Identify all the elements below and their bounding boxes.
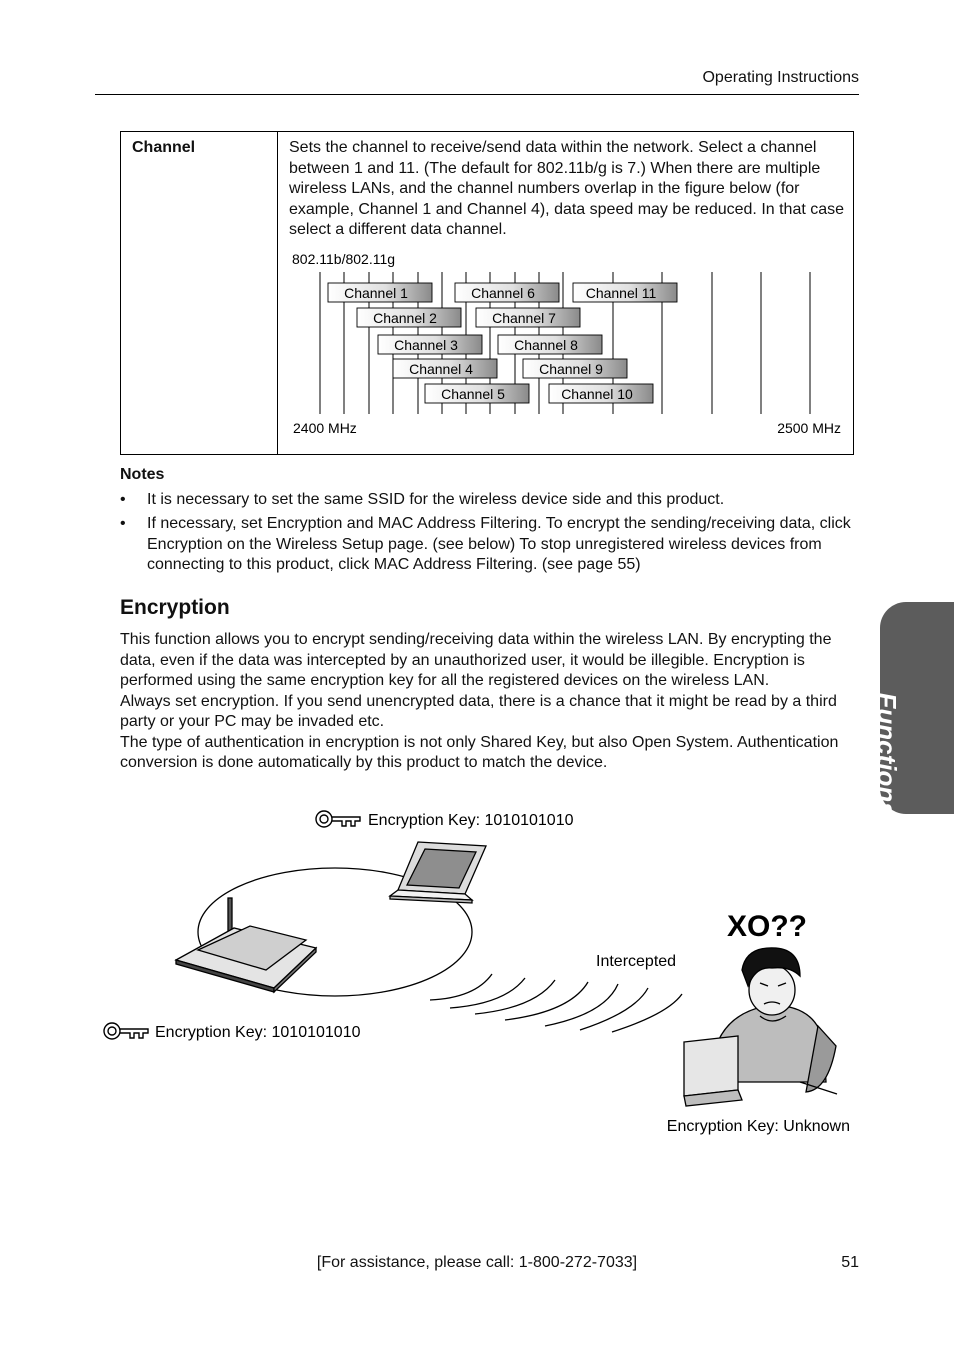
side-tab: [872, 602, 954, 817]
note-item: [120, 490, 854, 511]
key-laptop-label: Encryption Key: 1010101010: [368, 812, 574, 829]
confused-label: XO??: [727, 910, 807, 943]
diagram-max-label: 2500 MHz: [777, 420, 841, 436]
note-text: It is necessary to set the same SSID for the wireless device side and this product.: [147, 491, 725, 508]
channel-label: Channel 5: [441, 386, 505, 402]
encryption-figure: [100, 800, 860, 1140]
channel-boxes: [328, 283, 677, 403]
channel-label: Channel 10: [561, 386, 633, 402]
notes-title: Notes: [120, 466, 165, 483]
laptop-icon: [390, 842, 486, 903]
intercepted-label: Intercepted: [596, 953, 677, 970]
channel-label: Channel 7: [492, 310, 556, 326]
note-item: [120, 514, 854, 576]
paragraph: Always set encryption. If you send unencrypted data, there is a chance that it might be read by a third party or your PC may be invaded etc.: [120, 692, 837, 730]
channel-label: Channel 8: [514, 337, 578, 353]
channel-label: Channel 11: [585, 285, 657, 301]
bullet: •: [120, 515, 126, 532]
section-body: [120, 630, 860, 774]
section-title: Encryption: [120, 596, 230, 619]
key-icon: [316, 811, 360, 827]
channel-diagram: [278, 242, 854, 456]
router-icon: [176, 898, 316, 992]
key-router-label: Encryption Key: 1010101010: [155, 1024, 361, 1041]
side-tab-label: Functions: [872, 692, 902, 817]
signal-waves: [430, 974, 682, 1032]
assistance-footer: [For assistance, please call: 1-800-272-7033]: [316, 1254, 638, 1271]
channel-label: Channel 6: [471, 285, 535, 301]
key-icon: [104, 1023, 148, 1039]
key-unknown-label: Encryption Key: Unknown: [666, 1118, 850, 1135]
note-text: If necessary, set Encryption and MAC Address Filtering. To encrypt the sending/receiving data, click Encryption on the Wireless Setup page. (see below) To stop unregistered wireless devices from connecting to this product, click MAC Address Filtering. (see page 55): [147, 515, 851, 573]
header-rule: [95, 94, 859, 95]
channel-table: [120, 131, 854, 455]
channel-label: Channel 9: [539, 361, 603, 377]
page-number: 51: [841, 1254, 859, 1271]
paragraph: The type of authentication in encryption is not only Shared Key, but also Open System. Authentication conversion is done automatically by this product to match the device.: [120, 733, 839, 771]
channel-label: Channel 1: [344, 285, 408, 301]
diagram-min-label: 2400 MHz: [293, 420, 357, 436]
laptop-icon: [684, 1036, 742, 1106]
diagram-standard-label: 802.11b/802.11g: [292, 251, 396, 267]
table-label: Channel: [132, 139, 196, 156]
channel-label: Channel 2: [373, 310, 437, 326]
channel-label: Channel 4: [409, 361, 473, 377]
paragraph: This function allows you to encrypt sending/receiving data within the wireless LAN. By encrypting the data, even if the data was intercepted by an unauthorized user, it would be illegible. Encryption is performed using the same encryption key for all the registered devices on the wireless LAN.: [120, 631, 832, 689]
header-title: Operating Instructions: [702, 69, 859, 86]
table-description: Sets the channel to receive/send data within the network. Select a channel between 1 and 11. (The default for 802.11b/g is 7.) When there are multiple wireless LANs, and the channel numbers overlap in the figure below (for example, Channel 1 and Channel 4), data speed may be reduced. In that case select a different data channel.: [289, 139, 845, 238]
bullet: •: [120, 491, 126, 508]
channel-label: Channel 3: [394, 337, 458, 353]
